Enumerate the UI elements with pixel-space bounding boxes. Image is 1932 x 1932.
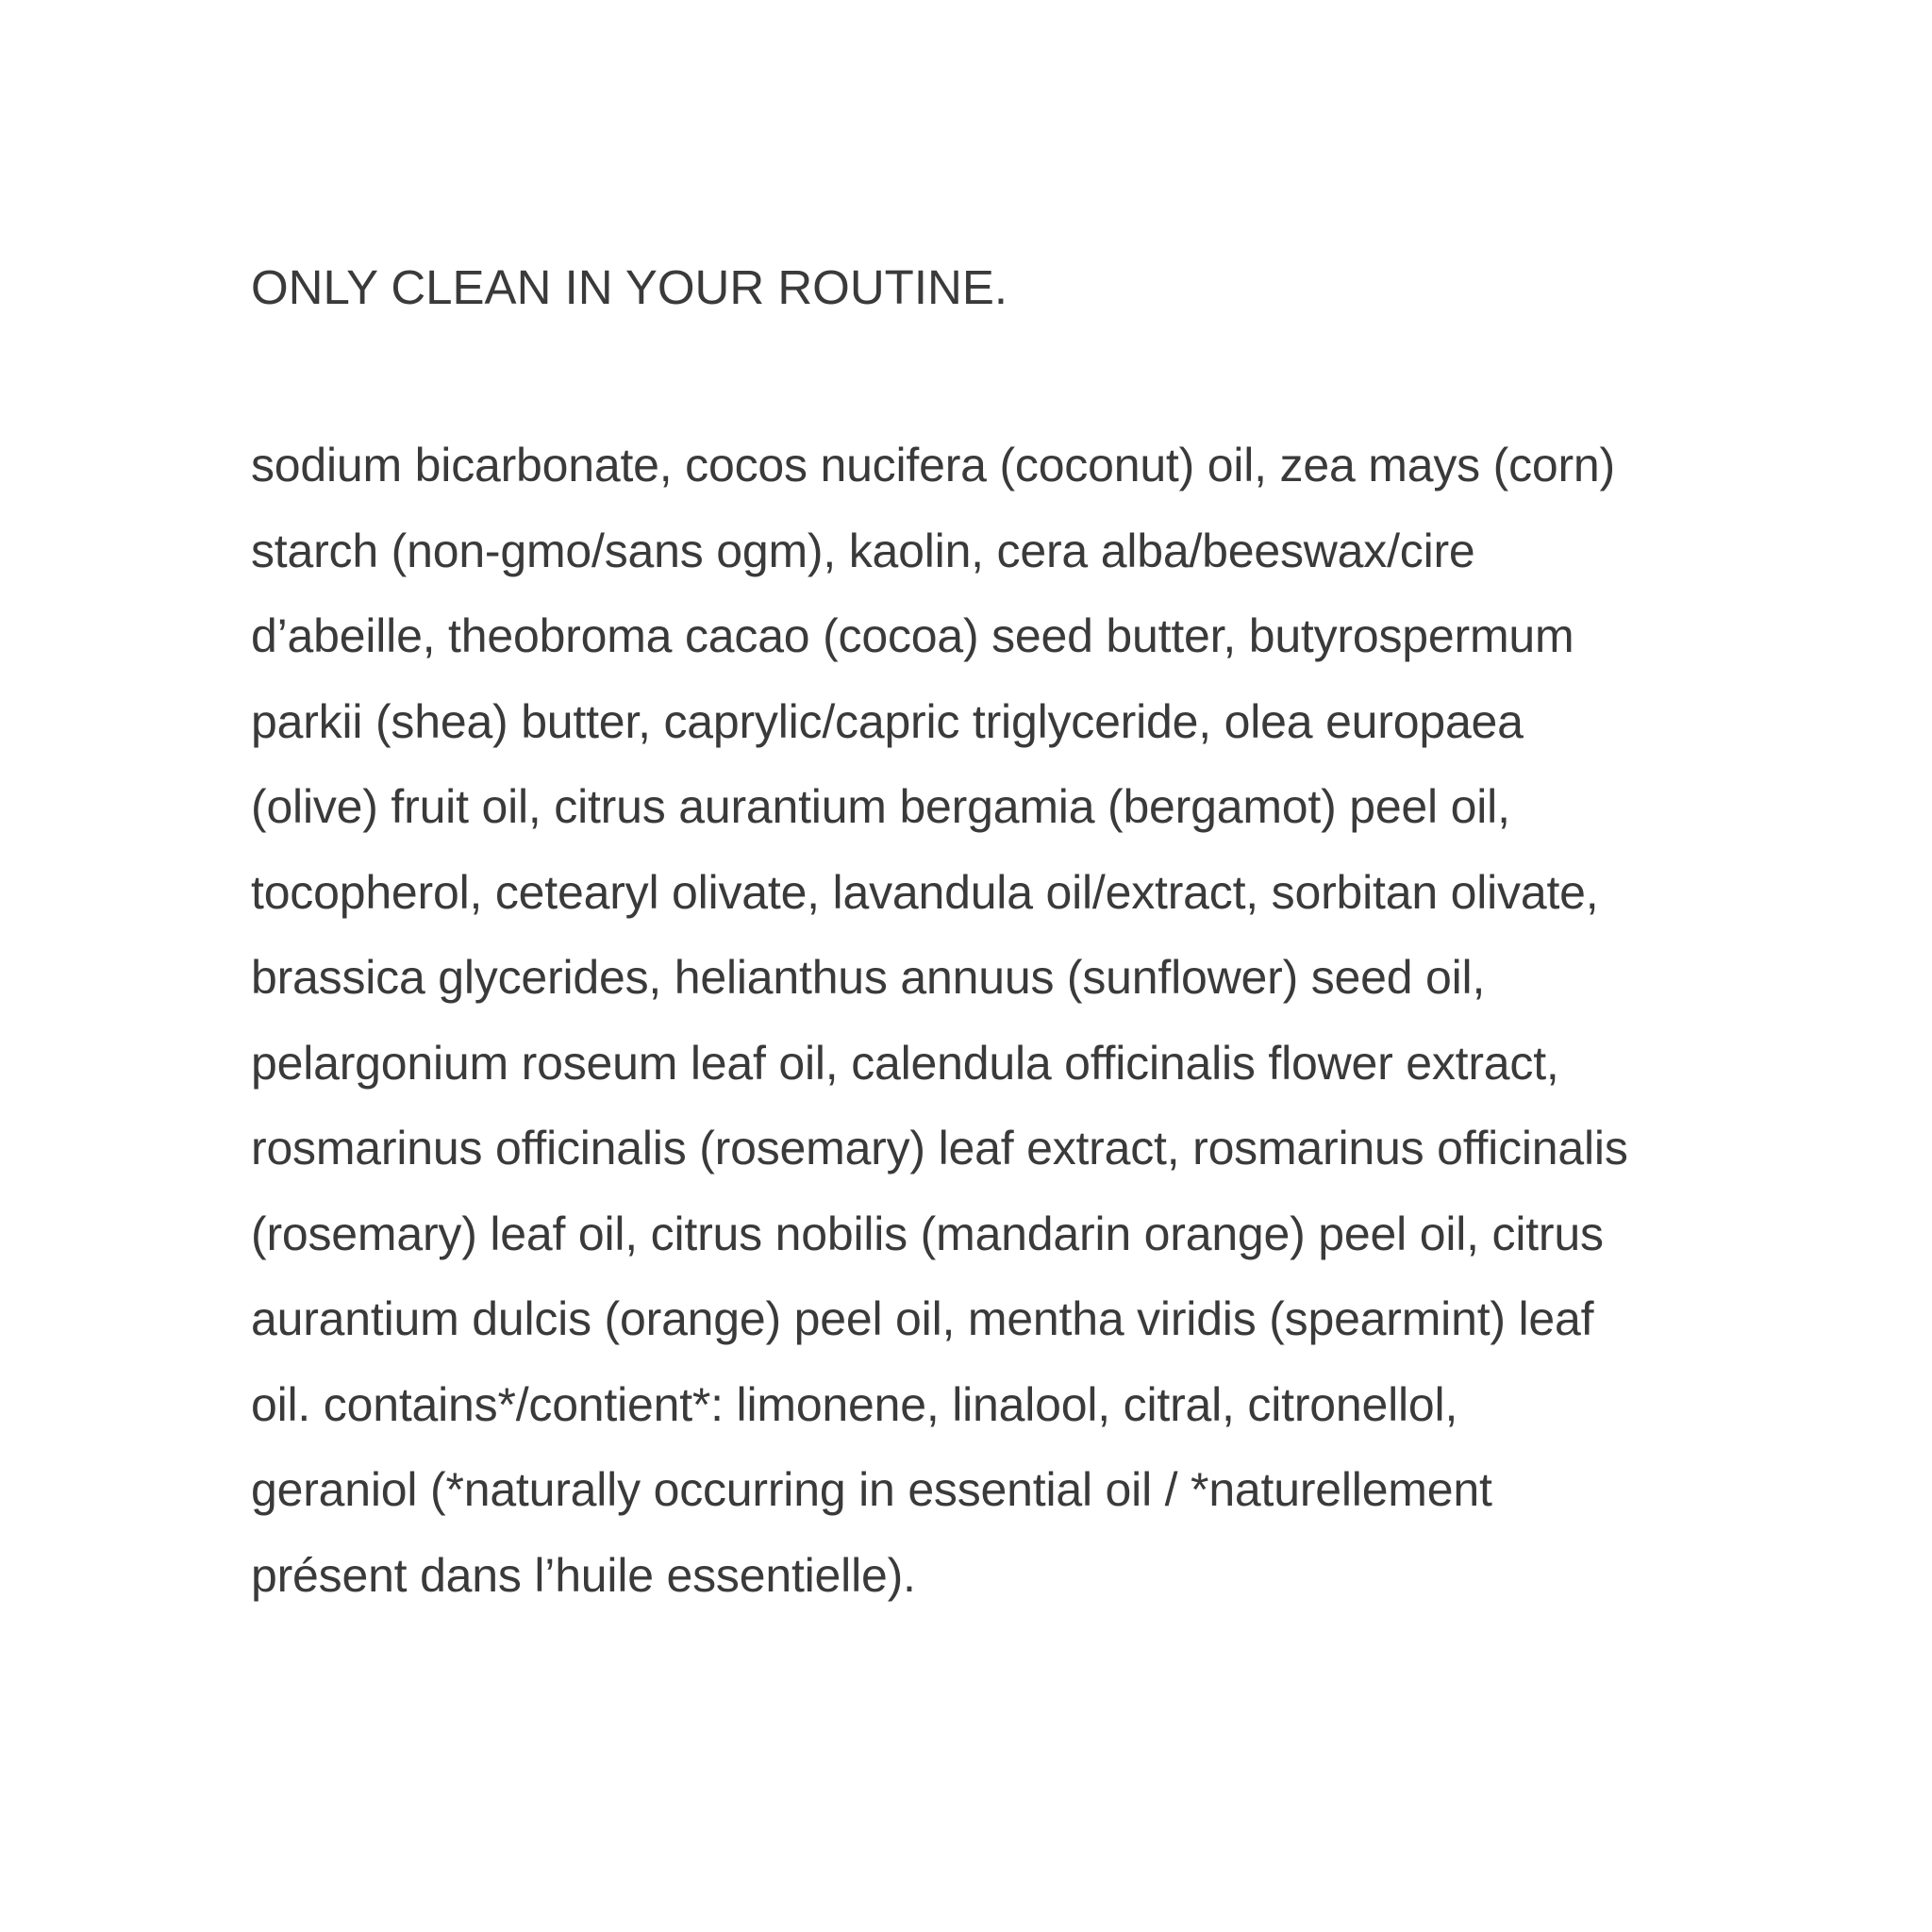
ingredients-line: sodium bicarbonate, cocos nucifera (coconut) oil, zea mays (corn)	[251, 439, 1615, 491]
ingredients-line: pelargonium roseum leaf oil, calendula officinalis flower extract,	[251, 1036, 1559, 1090]
ingredients-line: brassica glycerides, helianthus annuus (sunflower) seed oil,	[251, 951, 1486, 1004]
ingredients-line: (rosemary) leaf oil, citrus nobilis (mandarin orange) peel oil, citrus	[251, 1207, 1604, 1260]
ingredients-line: oil. contains*/contient*: limonene, linalool, citral, citronellol,	[251, 1377, 1458, 1431]
ingredients-line: présent dans l’huile essentielle).	[251, 1548, 916, 1602]
ingredients-line: geraniol (*naturally occurring in essential oil / *naturellement	[251, 1463, 1492, 1516]
ingredients-line: (olive) fruit oil, citrus aurantium bergamia (bergamot) peel oil,	[251, 780, 1510, 833]
ingredients-line: aurantium dulcis (orange) peel oil, mentha viridis (spearmint) leaf	[251, 1292, 1594, 1345]
page-heading: ONLY CLEAN IN YOUR ROUTINE.	[251, 260, 1008, 314]
ingredients-list	[251, 423, 1628, 1618]
ingredients-line: starch (non-gmo/sans ogm), kaolin, cera alba/beeswax/cire	[251, 524, 1475, 577]
ingredients-line: d’abeille, theobroma cacao (cocoa) seed butter, butyrospermum	[251, 609, 1574, 662]
ingredients-line: tocopherol, cetearyl olivate, lavandula oil/extract, sorbitan olivate,	[251, 865, 1599, 919]
ingredients-line: rosmarinus officinalis (rosemary) leaf extract, rosmarinus officinalis	[251, 1122, 1628, 1174]
ingredients-line: parkii (shea) butter, caprylic/capric triglyceride, olea europaea	[251, 694, 1524, 748]
